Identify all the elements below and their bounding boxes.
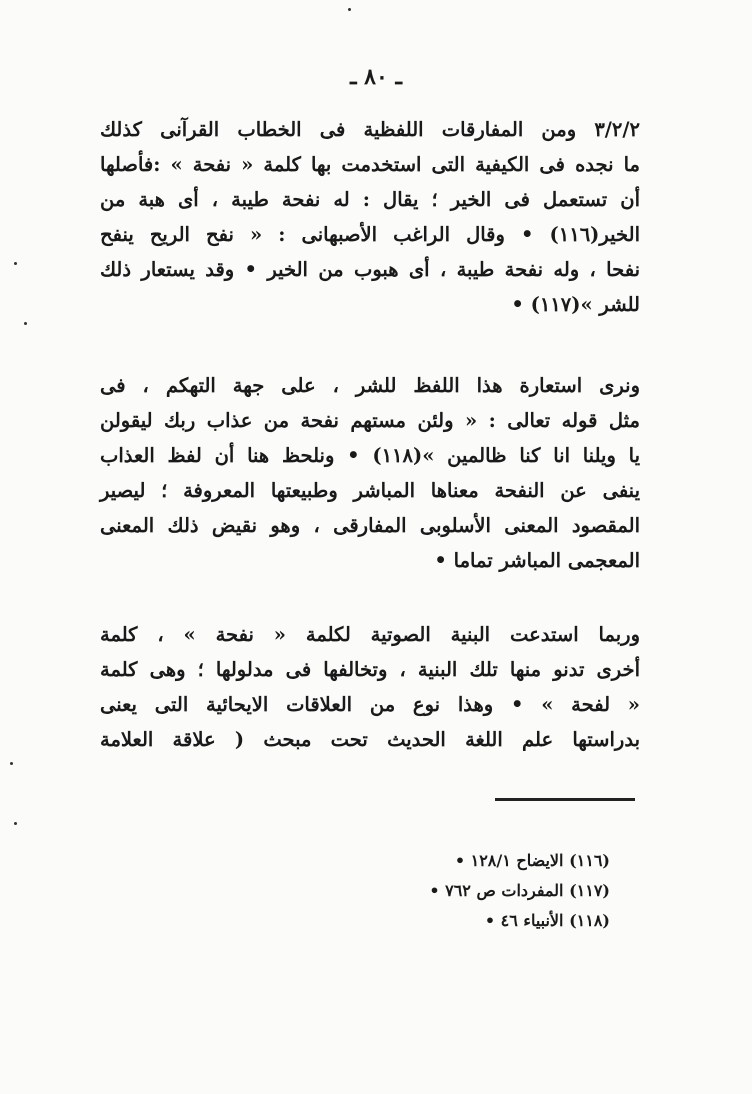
scan-speck: [24, 322, 27, 325]
text-line: الخير(١١٦) • وقال الراغب الأصبهانى : « نفح الريح ينفح: [100, 223, 640, 246]
text-line: مثل قوله تعالى : « ولئن مستهم نفحة من عذاب ربك ليقولن: [100, 409, 640, 432]
text-line: يا ويلنا انا كنا ظالمين »(١١٨) • ونلحظ هنا أن لفظ العذاب: [100, 444, 640, 467]
footnote-117: (١١٧) المفردات ص ٧٦٢ •: [429, 881, 610, 900]
text-line: ينفى عن النفحة معناها المباشر وطبيعتها المعروفة ؛ ليصير: [100, 479, 640, 502]
page-number: ـ ٨٠ ـ: [350, 64, 402, 90]
paragraph-3: [100, 617, 640, 757]
text-line: نفحا ، وله نفحة طيبة ، أى هبوب من الخير • وقد يستعار ذلك: [100, 258, 640, 281]
text-line: أن تستعمل فى الخير ؛ يقال : له نفحة طيبة ، أى هبة من: [100, 188, 640, 211]
text-line: المعجمى المباشر تماما •: [434, 549, 640, 572]
paragraph-2: [100, 368, 640, 578]
text-line: ونرى استعارة هذا اللفظ للشر ، على جهة التهكم ، فى: [100, 374, 640, 397]
text-line: ٣/٢/٢ ومن المفارقات اللفظية فى الخطاب القرآنى كذلك: [100, 118, 640, 141]
footnote-116: (١١٦) الايضاح ١٢٨/١ •: [454, 851, 610, 870]
footnote-separator: [495, 798, 635, 801]
scan-speck: [10, 762, 13, 765]
text-line: ما نجده فى الكيفية التى استخدمت بها كلمة « نفحة » :فأصلها: [100, 153, 640, 176]
text-line: المقصود المعنى الأسلوبى المفارقى ، وهو نقيض ذلك المعنى: [100, 514, 640, 537]
paragraph-1: [100, 112, 640, 322]
text-line: أخرى تدنو منها تلك البنية ، وتخالفها فى مدلولها ؛ وهى كلمة: [100, 658, 640, 681]
text-line: وربما استدعت البنية الصوتية لكلمة « نفحة » ، كلمة: [100, 623, 640, 646]
scan-speck: [14, 262, 17, 265]
scan-speck: [14, 822, 17, 825]
footnote-118: (١١٨) الأنبياء ٤٦ •: [484, 911, 610, 930]
scan-speck: [348, 8, 351, 11]
text-line: للشر »(١١٧) •: [511, 293, 640, 316]
footnotes: [380, 846, 610, 936]
text-line: بدراستها علم اللغة الحديث تحت مبحث ( علاقة العلامة: [100, 728, 640, 751]
text-line: « لفحة » • وهذا نوع من العلاقات الايحائية التى يعنى: [100, 693, 640, 716]
